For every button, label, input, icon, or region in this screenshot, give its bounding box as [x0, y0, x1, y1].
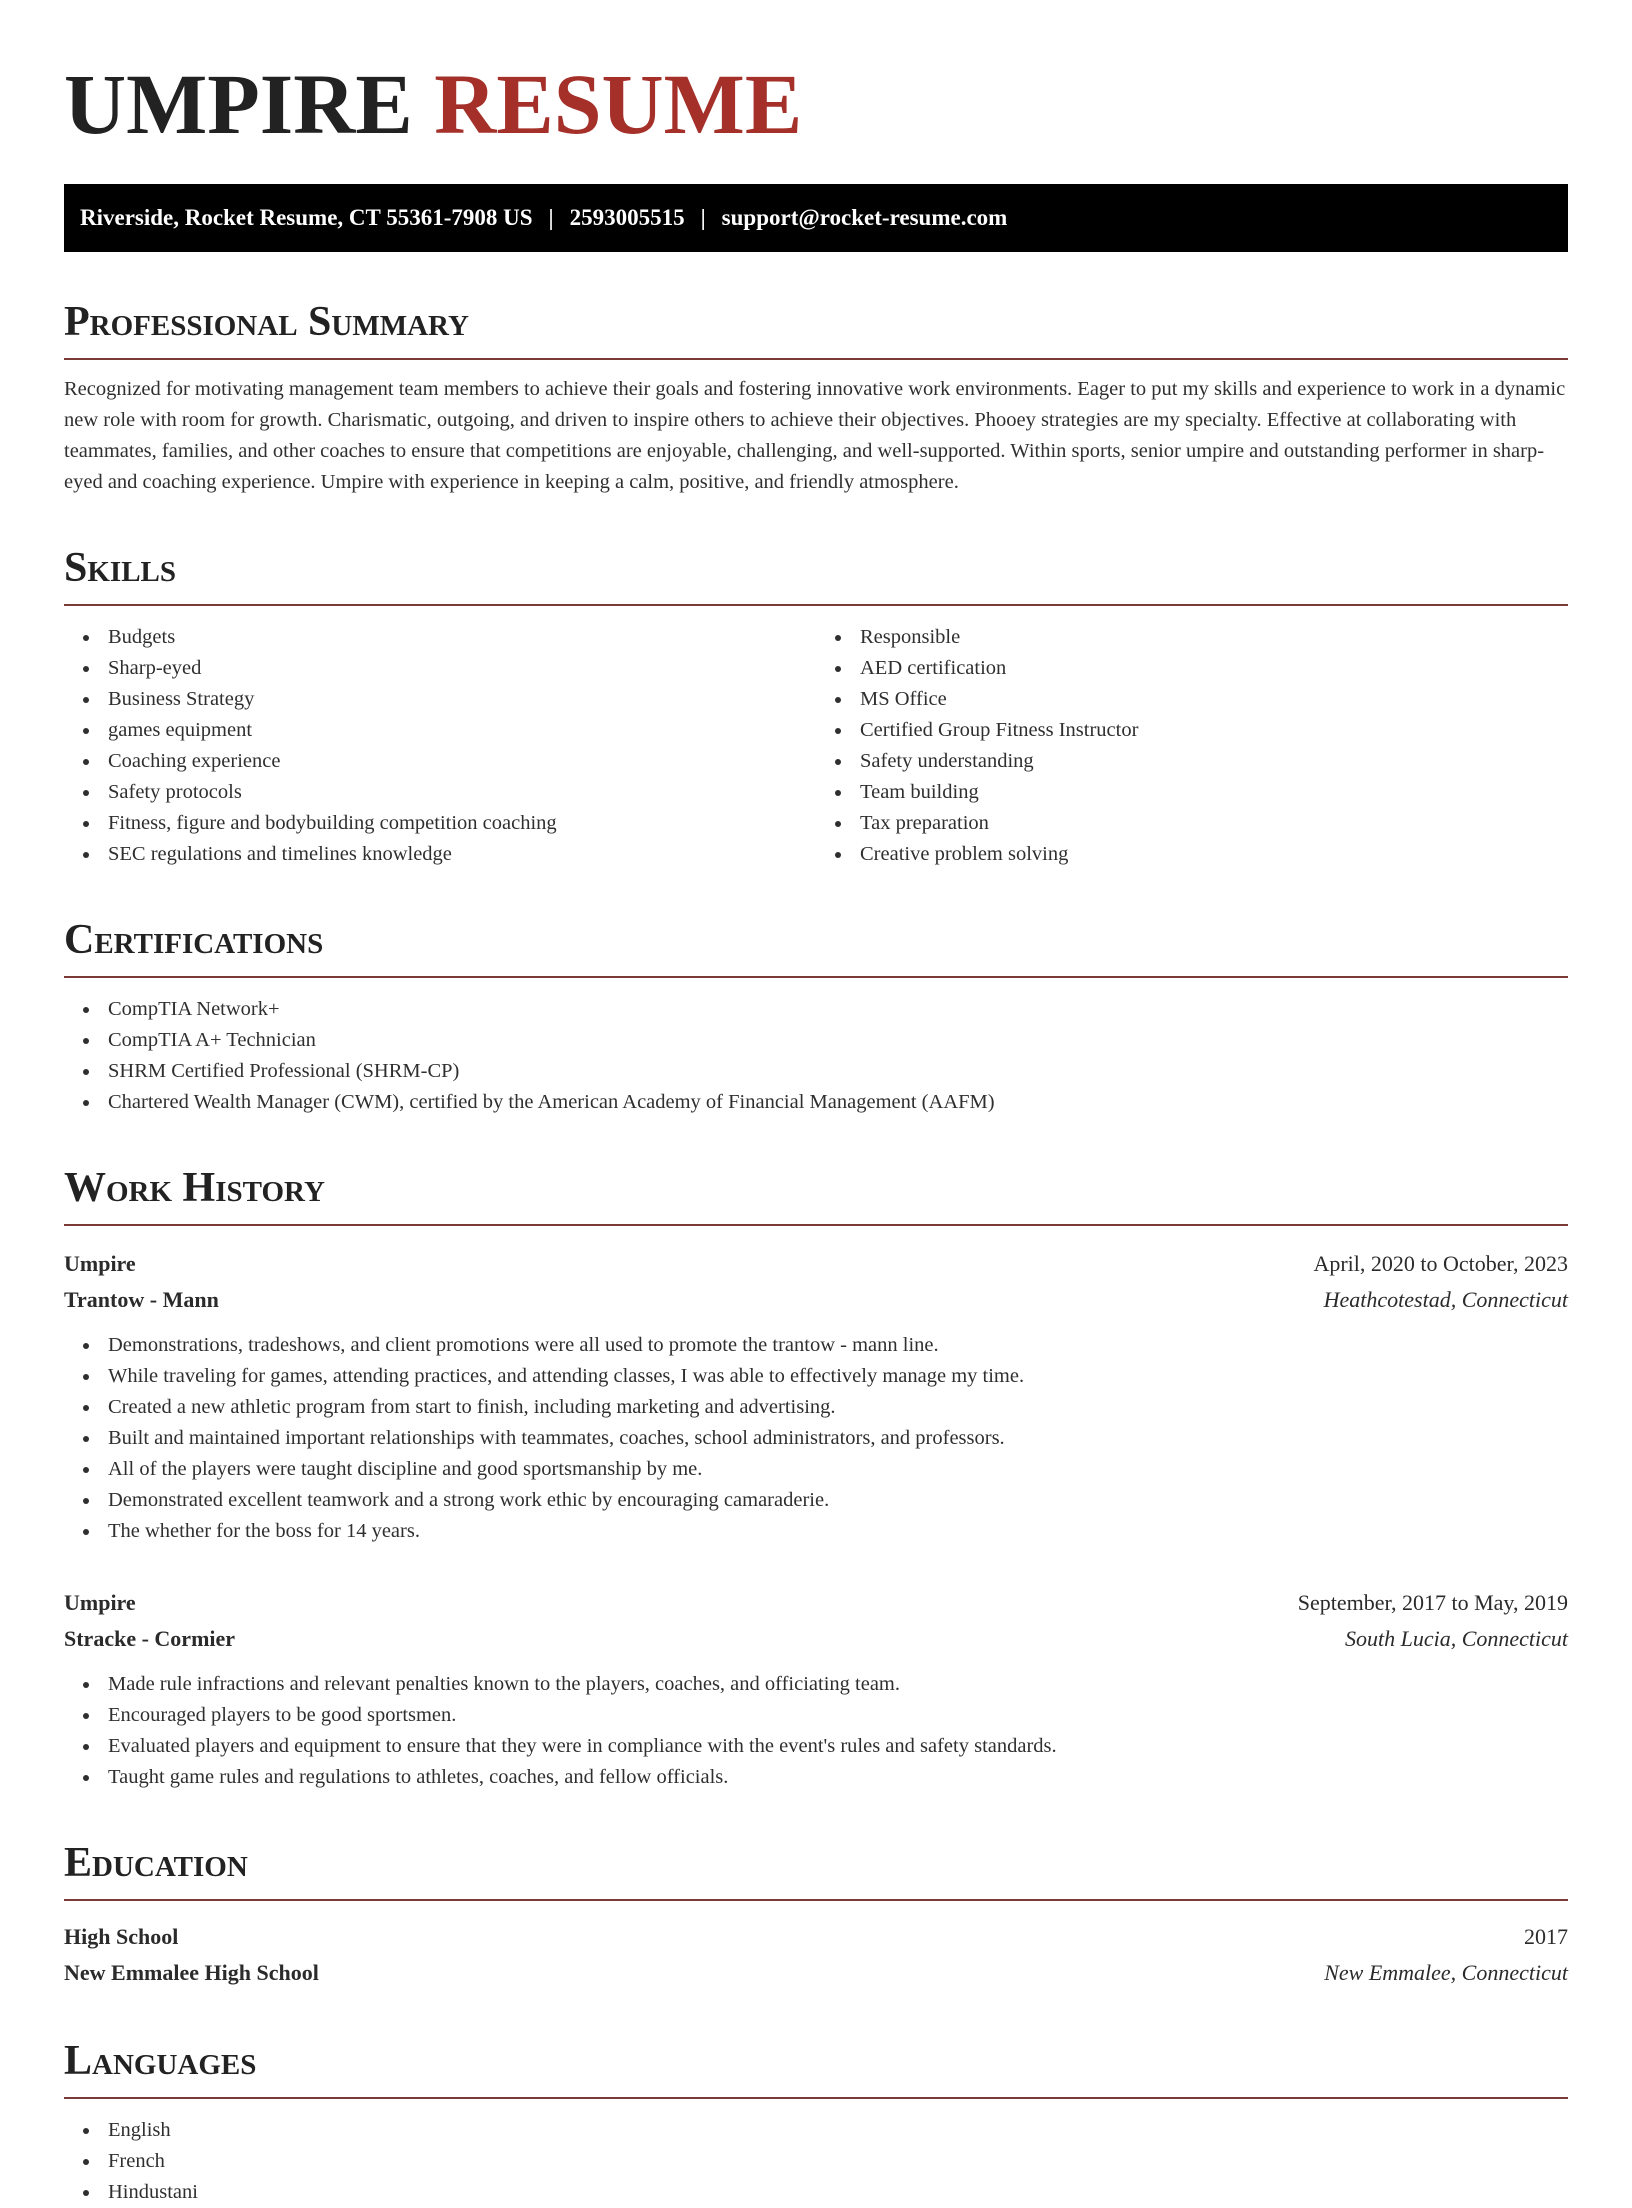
job-company: Stracke - Cormier	[64, 1626, 236, 1651]
skill-item: Team building	[860, 777, 1568, 808]
skill-item: Sharp-eyed	[108, 653, 816, 684]
skill-item: Safety understanding	[860, 746, 1568, 777]
job-location: Heathcotestad, Connecticut	[1323, 1287, 1568, 1312]
job-bullet: Evaluated players and equipment to ensure that they were in compliance with the event's rules and safety standards.	[108, 1731, 1568, 1762]
certifications-list	[64, 994, 1568, 1118]
summary-text: Recognized for motivating management team members to achieve their goals and fostering innovative work environments. Eager to put my skills and experience to work in a dynamic new role with room for growth. Charismatic, outgoing, and driven to inspire others to achieve their objectives. Phooey strategies are my specialty. Effective at collaborating with teammates, families, and other coaches to ensure that competitions are enjoyable, challenging, and well-supported. Within sports, senior umpire and outstanding performer in sharp-eyed and coaching experience. Umpire with experience in keeping a calm, positive, and friendly atmosphere.	[64, 378, 1566, 493]
job-dates: April, 2020 to October, 2023	[1313, 1251, 1568, 1276]
education-entry	[64, 1919, 1568, 1991]
job-bullet: Built and maintained important relationships with teammates, coaches, school administrators, and professors.	[108, 1423, 1568, 1454]
skill-item: Certified Group Fitness Instructor	[860, 715, 1568, 746]
skill-item: games equipment	[108, 715, 816, 746]
education-location: New Emmalee, Connecticut	[1324, 1960, 1568, 1985]
education-section	[64, 1837, 1568, 1991]
summary-section	[64, 296, 1568, 498]
job-bullet: Encouraged players to be good sportsmen.	[108, 1700, 1568, 1731]
education-school-row	[64, 1955, 1568, 1991]
job-bullet: Demonstrations, tradeshows, and client promotions were all used to promote the trantow - mann line.	[108, 1330, 1568, 1361]
section-title-education: Education	[64, 1837, 1568, 1901]
skill-item: Safety protocols	[108, 777, 816, 808]
section-title-certifications: Certifications	[64, 914, 1568, 978]
skills-list-left	[64, 622, 816, 870]
job-location: South Lucia, Connecticut	[1344, 1626, 1568, 1651]
job-entry	[64, 1246, 1568, 1547]
certification-item: SHRM Certified Professional (SHRM-CP)	[108, 1056, 1568, 1087]
contact-separator: |	[700, 205, 706, 230]
skill-item: AED certification	[860, 653, 1568, 684]
section-title-skills: Skills	[64, 542, 1568, 606]
job-entry	[64, 1585, 1568, 1793]
skill-item: SEC regulations and timelines knowledge	[108, 839, 816, 870]
languages-list	[64, 2115, 1568, 2208]
section-title-work-history: Work History	[64, 1162, 1568, 1226]
certification-item: CompTIA A+ Technician	[108, 1025, 1568, 1056]
first-name: UMPIRE	[64, 56, 413, 152]
certifications-section	[64, 914, 1568, 1118]
skills-columns	[64, 622, 1568, 870]
skill-item: Coaching experience	[108, 746, 816, 777]
education-year: 2017	[1524, 1924, 1568, 1949]
job-bullet: Made rule infractions and relevant penalties known to the players, coaches, and officiating team.	[108, 1669, 1568, 1700]
contact-email: support@rocket-resume.com	[721, 205, 1008, 230]
skills-list-right	[816, 622, 1568, 870]
certification-item: CompTIA Network+	[108, 994, 1568, 1025]
job-header-row	[64, 1246, 1568, 1282]
contact-separator: |	[548, 205, 554, 230]
job-company-row	[64, 1282, 1568, 1318]
resume-name	[64, 56, 1568, 152]
job-company-row	[64, 1621, 1568, 1657]
language-item: English	[108, 2115, 1568, 2146]
job-header-row	[64, 1585, 1568, 1621]
job-bullet: Created a new athletic program from start to finish, including marketing and advertising.	[108, 1392, 1568, 1423]
job-dates: September, 2017 to May, 2019	[1297, 1590, 1568, 1615]
job-position: Umpire	[64, 1590, 136, 1615]
job-bullet: Demonstrated excellent teamwork and a strong work ethic by encouraging camaraderie.	[108, 1485, 1568, 1516]
education-school: New Emmalee High School	[64, 1960, 319, 1985]
skill-item: Responsible	[860, 622, 1568, 653]
work-history-section	[64, 1162, 1568, 1793]
job-bullets	[64, 1330, 1568, 1547]
contact-phone: 2593005515	[569, 205, 685, 230]
job-bullet: The whether for the boss for 14 years.	[108, 1516, 1568, 1547]
skill-item: Business Strategy	[108, 684, 816, 715]
language-item: French	[108, 2146, 1568, 2177]
job-bullets	[64, 1669, 1568, 1793]
contact-address: Riverside, Rocket Resume, CT 55361-7908 US	[80, 205, 533, 230]
certification-item: Chartered Wealth Manager (CWM), certified by the American Academy of Financial Management (AAFM)	[108, 1087, 1568, 1118]
skills-section	[64, 542, 1568, 870]
job-company: Trantow - Mann	[64, 1287, 219, 1312]
contact-bar	[64, 184, 1568, 252]
job-position: Umpire	[64, 1251, 136, 1276]
skill-item: Budgets	[108, 622, 816, 653]
education-degree: High School	[64, 1924, 179, 1949]
skill-item: Creative problem solving	[860, 839, 1568, 870]
skill-item: MS Office	[860, 684, 1568, 715]
job-bullet: Taught game rules and regulations to athletes, coaches, and fellow officials.	[108, 1762, 1568, 1793]
education-degree-row	[64, 1919, 1568, 1955]
last-name: RESUME	[434, 56, 803, 152]
section-title-summary: Professional Summary	[64, 296, 1568, 360]
job-bullet: All of the players were taught discipline and good sportsmanship by me.	[108, 1454, 1568, 1485]
job-bullet: While traveling for games, attending practices, and attending classes, I was able to effectively manage my time.	[108, 1361, 1568, 1392]
skill-item: Tax preparation	[860, 808, 1568, 839]
language-item: Hindustani	[108, 2177, 1568, 2208]
languages-section	[64, 2035, 1568, 2208]
skill-item: Fitness, figure and bodybuilding competition coaching	[108, 808, 816, 839]
section-title-languages: Languages	[64, 2035, 1568, 2099]
